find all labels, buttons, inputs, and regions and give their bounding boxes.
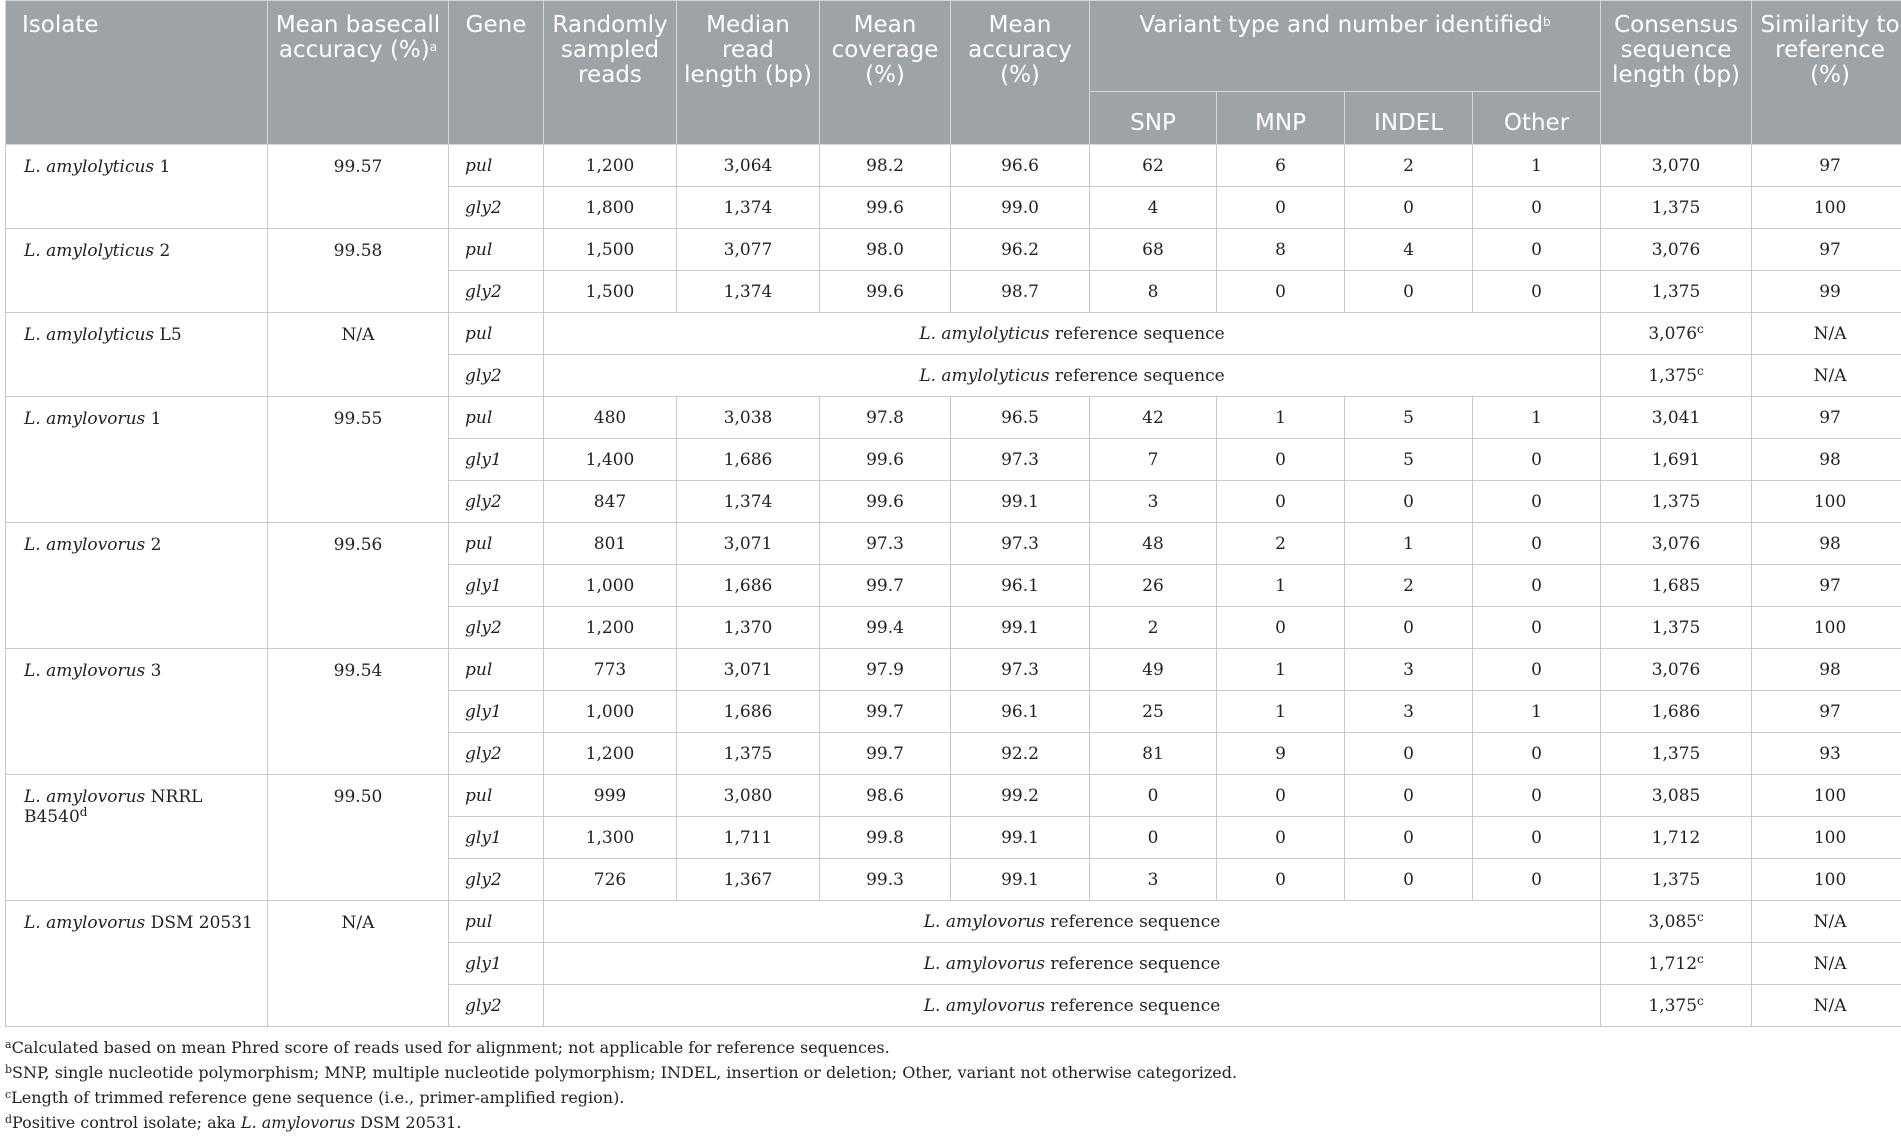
accuracy-cell: 97.3 <box>951 649 1090 691</box>
table-row <box>6 523 1901 565</box>
footnote-c: $^c$Length of trimmed reference gene sequence (i.e., primer-amplified region). <box>5 1088 625 1107</box>
indel-cell: 1 <box>1345 523 1473 565</box>
header-variant-group: Variant type and number identified$^b$ <box>1090 1 1601 92</box>
coverage-cell: 97.8 <box>820 397 951 439</box>
similarity-cell: 100 <box>1752 187 1901 229</box>
consensus-cell: 1,375 <box>1601 271 1752 313</box>
similarity-cell: N/A <box>1752 313 1901 355</box>
snp-cell: 48 <box>1090 523 1217 565</box>
header-snp: SNP <box>1090 92 1217 145</box>
snp-cell: 2 <box>1090 607 1217 649</box>
median-cell: 1,686 <box>677 439 820 481</box>
other-cell: 0 <box>1473 817 1601 859</box>
other-cell: 0 <box>1473 859 1601 901</box>
similarity-cell: N/A <box>1752 355 1901 397</box>
gene-cell: pul <box>449 649 544 691</box>
median-cell: 1,374 <box>677 187 820 229</box>
consensus-cell: 3,085 <box>1601 775 1752 817</box>
consensus-cell: 1,712 <box>1601 817 1752 859</box>
reads-cell: 1,500 <box>544 271 677 313</box>
similarity-cell: 97 <box>1752 397 1901 439</box>
snp-cell: 3 <box>1090 859 1217 901</box>
reads-cell: 847 <box>544 481 677 523</box>
reads-cell: 1,500 <box>544 229 677 271</box>
accuracy-cell: 96.6 <box>951 145 1090 187</box>
gene-cell: gly2 <box>449 859 544 901</box>
median-cell: 1,686 <box>677 691 820 733</box>
other-cell: 0 <box>1473 187 1601 229</box>
other-cell: 0 <box>1473 481 1601 523</box>
similarity-cell: 99 <box>1752 271 1901 313</box>
coverage-cell: 98.2 <box>820 145 951 187</box>
coverage-cell: 99.4 <box>820 607 951 649</box>
indel-cell: 5 <box>1345 397 1473 439</box>
gene-cell: gly1 <box>449 691 544 733</box>
indel-cell: 0 <box>1345 187 1473 229</box>
snp-cell: 26 <box>1090 565 1217 607</box>
gene-cell: pul <box>449 775 544 817</box>
accuracy-cell: 99.1 <box>951 817 1090 859</box>
reads-cell: 726 <box>544 859 677 901</box>
header-median-read: Median read length (bp) <box>677 1 820 145</box>
similarity-cell: N/A <box>1752 985 1901 1027</box>
consensus-cell: 3,076$^c$ <box>1601 313 1752 355</box>
mnp-cell: 0 <box>1217 481 1345 523</box>
indel-cell: 0 <box>1345 733 1473 775</box>
reads-cell: 1,200 <box>544 733 677 775</box>
consensus-cell: 1,375$^c$ <box>1601 355 1752 397</box>
gene-cell: gly2 <box>449 355 544 397</box>
indel-cell: 0 <box>1345 481 1473 523</box>
accuracy-cell: 96.2 <box>951 229 1090 271</box>
median-cell: 1,374 <box>677 271 820 313</box>
median-cell: 3,077 <box>677 229 820 271</box>
snp-cell: 0 <box>1090 775 1217 817</box>
reference-sequence-cell: L. amylovorus reference sequence <box>544 901 1601 943</box>
table-row <box>6 397 1901 439</box>
mnp-cell: 0 <box>1217 439 1345 481</box>
table-header <box>6 1 1901 145</box>
coverage-cell: 97.3 <box>820 523 951 565</box>
indel-cell: 2 <box>1345 565 1473 607</box>
mnp-cell: 0 <box>1217 817 1345 859</box>
consensus-cell: 1,685 <box>1601 565 1752 607</box>
isolate-cell: L. amylovorus 3 <box>6 649 268 775</box>
coverage-cell: 98.6 <box>820 775 951 817</box>
coverage-cell: 99.3 <box>820 859 951 901</box>
consensus-cell: 1,375 <box>1601 481 1752 523</box>
header-indel: INDEL <box>1345 92 1473 145</box>
indel-cell: 3 <box>1345 691 1473 733</box>
similarity-cell: N/A <box>1752 901 1901 943</box>
similarity-cell: 98 <box>1752 439 1901 481</box>
median-cell: 1,711 <box>677 817 820 859</box>
gene-cell: gly2 <box>449 985 544 1027</box>
other-cell: 1 <box>1473 691 1601 733</box>
similarity-cell: 93 <box>1752 733 1901 775</box>
median-cell: 1,686 <box>677 565 820 607</box>
gene-cell: gly1 <box>449 817 544 859</box>
mnp-cell: 1 <box>1217 649 1345 691</box>
gene-cell: gly2 <box>449 481 544 523</box>
other-cell: 1 <box>1473 145 1601 187</box>
reads-cell: 1,300 <box>544 817 677 859</box>
basecall-accuracy-cell: N/A <box>268 901 449 1027</box>
coverage-cell: 99.6 <box>820 271 951 313</box>
basecall-accuracy-cell: 99.55 <box>268 397 449 523</box>
mnp-cell: 0 <box>1217 859 1345 901</box>
similarity-cell: 100 <box>1752 607 1901 649</box>
accuracy-cell: 99.1 <box>951 607 1090 649</box>
mnp-cell: 0 <box>1217 271 1345 313</box>
header-mnp: MNP <box>1217 92 1345 145</box>
mnp-cell: 1 <box>1217 397 1345 439</box>
mnp-cell: 0 <box>1217 607 1345 649</box>
basecall-accuracy-cell: N/A <box>268 313 449 397</box>
isolate-cell: L. amylovorus DSM 20531 <box>6 901 268 1027</box>
similarity-cell: 97 <box>1752 229 1901 271</box>
coverage-cell: 97.9 <box>820 649 951 691</box>
median-cell: 3,080 <box>677 775 820 817</box>
header-mean-coverage: Mean coverage (%) <box>820 1 951 145</box>
header-mean-accuracy: Mean accuracy (%) <box>951 1 1090 145</box>
reads-cell: 999 <box>544 775 677 817</box>
reads-cell: 1,000 <box>544 565 677 607</box>
reads-cell: 773 <box>544 649 677 691</box>
consensus-cell: 3,076 <box>1601 649 1752 691</box>
other-cell: 0 <box>1473 439 1601 481</box>
snp-cell: 25 <box>1090 691 1217 733</box>
similarity-cell: 98 <box>1752 649 1901 691</box>
mnp-cell: 1 <box>1217 565 1345 607</box>
basecall-accuracy-cell: 99.58 <box>268 229 449 313</box>
consensus-cell: 1,686 <box>1601 691 1752 733</box>
coverage-cell: 99.6 <box>820 187 951 229</box>
mnp-cell: 0 <box>1217 775 1345 817</box>
reads-cell: 1,200 <box>544 145 677 187</box>
accuracy-cell: 97.3 <box>951 439 1090 481</box>
results-table <box>5 0 1901 1027</box>
similarity-cell: 100 <box>1752 481 1901 523</box>
gene-cell: pul <box>449 145 544 187</box>
gene-cell: gly1 <box>449 565 544 607</box>
reads-cell: 1,400 <box>544 439 677 481</box>
header-consensus: Consensus sequence length (bp) <box>1601 1 1752 145</box>
consensus-cell: 3,076 <box>1601 229 1752 271</box>
other-cell: 0 <box>1473 775 1601 817</box>
reads-cell: 1,000 <box>544 691 677 733</box>
snp-cell: 68 <box>1090 229 1217 271</box>
median-cell: 3,071 <box>677 523 820 565</box>
other-cell: 0 <box>1473 229 1601 271</box>
header-randomly-sampled: Randomly sampled reads <box>544 1 677 145</box>
basecall-accuracy-cell: 99.57 <box>268 145 449 229</box>
consensus-cell: 1,375$^c$ <box>1601 985 1752 1027</box>
header-gene: Gene <box>449 1 544 145</box>
accuracy-cell: 98.7 <box>951 271 1090 313</box>
similarity-cell: 100 <box>1752 817 1901 859</box>
table-page <box>5 0 1900 1135</box>
median-cell: 1,370 <box>677 607 820 649</box>
median-cell: 3,064 <box>677 145 820 187</box>
mnp-cell: 8 <box>1217 229 1345 271</box>
indel-cell: 0 <box>1345 817 1473 859</box>
accuracy-cell: 97.3 <box>951 523 1090 565</box>
similarity-cell: 97 <box>1752 565 1901 607</box>
coverage-cell: 99.7 <box>820 691 951 733</box>
consensus-cell: 1,712$^c$ <box>1601 943 1752 985</box>
table-row <box>6 313 1901 355</box>
snp-cell: 0 <box>1090 817 1217 859</box>
mnp-cell: 1 <box>1217 691 1345 733</box>
table-row <box>6 775 1901 817</box>
accuracy-cell: 96.1 <box>951 565 1090 607</box>
consensus-cell: 3,041 <box>1601 397 1752 439</box>
consensus-cell: 3,085$^c$ <box>1601 901 1752 943</box>
isolate-cell: L. amylovorus 2 <box>6 523 268 649</box>
table-row <box>6 649 1901 691</box>
gene-cell: gly2 <box>449 733 544 775</box>
similarity-cell: 100 <box>1752 775 1901 817</box>
median-cell: 1,374 <box>677 481 820 523</box>
gene-cell: pul <box>449 397 544 439</box>
similarity-cell: 97 <box>1752 691 1901 733</box>
consensus-cell: 3,070 <box>1601 145 1752 187</box>
isolate-cell: L. amylolyticus L5 <box>6 313 268 397</box>
isolate-cell: L. amylolyticus 1 <box>6 145 268 229</box>
similarity-cell: 98 <box>1752 523 1901 565</box>
similarity-cell: N/A <box>1752 943 1901 985</box>
other-cell: 0 <box>1473 649 1601 691</box>
snp-cell: 7 <box>1090 439 1217 481</box>
snp-cell: 42 <box>1090 397 1217 439</box>
table-row <box>6 229 1901 271</box>
indel-cell: 0 <box>1345 859 1473 901</box>
gene-cell: gly2 <box>449 607 544 649</box>
median-cell: 3,038 <box>677 397 820 439</box>
accuracy-cell: 99.2 <box>951 775 1090 817</box>
mnp-cell: 9 <box>1217 733 1345 775</box>
coverage-cell: 99.7 <box>820 565 951 607</box>
consensus-cell: 1,375 <box>1601 187 1752 229</box>
reads-cell: 801 <box>544 523 677 565</box>
accuracy-cell: 99.0 <box>951 187 1090 229</box>
snp-cell: 4 <box>1090 187 1217 229</box>
other-cell: 0 <box>1473 733 1601 775</box>
reads-cell: 1,200 <box>544 607 677 649</box>
gene-cell: gly1 <box>449 439 544 481</box>
snp-cell: 49 <box>1090 649 1217 691</box>
indel-cell: 0 <box>1345 271 1473 313</box>
gene-cell: pul <box>449 523 544 565</box>
coverage-cell: 99.8 <box>820 817 951 859</box>
coverage-cell: 99.6 <box>820 439 951 481</box>
gene-cell: pul <box>449 313 544 355</box>
snp-cell: 81 <box>1090 733 1217 775</box>
coverage-cell: 98.0 <box>820 229 951 271</box>
coverage-cell: 99.7 <box>820 733 951 775</box>
other-cell: 0 <box>1473 607 1601 649</box>
header-similarity: Similarity to reference (%) <box>1752 1 1901 145</box>
snp-cell: 3 <box>1090 481 1217 523</box>
header-mean-basecall: Mean basecall accuracy (%)$^a$ <box>268 1 449 145</box>
isolate-cell: L. amylovorus NRRL B4540$^d$ <box>6 775 268 901</box>
mnp-cell: 6 <box>1217 145 1345 187</box>
indel-cell: 3 <box>1345 649 1473 691</box>
header-isolate: Isolate <box>6 1 268 145</box>
consensus-cell: 1,691 <box>1601 439 1752 481</box>
reference-sequence-cell: L. amylovorus reference sequence <box>544 943 1601 985</box>
gene-cell: pul <box>449 229 544 271</box>
basecall-accuracy-cell: 99.54 <box>268 649 449 775</box>
reference-sequence-cell: L. amylolyticus reference sequence <box>544 313 1601 355</box>
snp-cell: 8 <box>1090 271 1217 313</box>
gene-cell: gly2 <box>449 187 544 229</box>
footnote-b: $^b$SNP, single nucleotide polymorphism; MNP, multiple nucleotide polymorphism; INDEL, insertion or deletion; Other, variant not otherwise categorized. <box>5 1063 1238 1082</box>
other-cell: 0 <box>1473 565 1601 607</box>
footnote-d: $^d$Positive control isolate; aka L. amylovorus DSM 20531. <box>5 1113 462 1132</box>
reference-sequence-cell: L. amylolyticus reference sequence <box>544 355 1601 397</box>
accuracy-cell: 96.5 <box>951 397 1090 439</box>
similarity-cell: 97 <box>1752 145 1901 187</box>
table-row <box>6 901 1901 943</box>
indel-cell: 0 <box>1345 607 1473 649</box>
reference-sequence-cell: L. amylovorus reference sequence <box>544 985 1601 1027</box>
other-cell: 0 <box>1473 523 1601 565</box>
gene-cell: pul <box>449 901 544 943</box>
gene-cell: gly1 <box>449 943 544 985</box>
indel-cell: 0 <box>1345 775 1473 817</box>
median-cell: 1,375 <box>677 733 820 775</box>
gene-cell: gly2 <box>449 271 544 313</box>
header-other: Other <box>1473 92 1601 145</box>
other-cell: 1 <box>1473 397 1601 439</box>
mnp-cell: 0 <box>1217 187 1345 229</box>
isolate-cell: L. amylovorus 1 <box>6 397 268 523</box>
indel-cell: 2 <box>1345 145 1473 187</box>
similarity-cell: 100 <box>1752 859 1901 901</box>
basecall-accuracy-cell: 99.56 <box>268 523 449 649</box>
consensus-cell: 3,076 <box>1601 523 1752 565</box>
accuracy-cell: 96.1 <box>951 691 1090 733</box>
coverage-cell: 99.6 <box>820 481 951 523</box>
footnotes <box>5 1035 1896 1135</box>
indel-cell: 4 <box>1345 229 1473 271</box>
reads-cell: 1,800 <box>544 187 677 229</box>
mnp-cell: 2 <box>1217 523 1345 565</box>
accuracy-cell: 99.1 <box>951 859 1090 901</box>
consensus-cell: 1,375 <box>1601 859 1752 901</box>
consensus-cell: 1,375 <box>1601 607 1752 649</box>
table-body <box>6 145 1901 1027</box>
indel-cell: 5 <box>1345 439 1473 481</box>
reads-cell: 480 <box>544 397 677 439</box>
table-row <box>6 145 1901 187</box>
median-cell: 1,367 <box>677 859 820 901</box>
median-cell: 3,071 <box>677 649 820 691</box>
basecall-accuracy-cell: 99.50 <box>268 775 449 901</box>
snp-cell: 62 <box>1090 145 1217 187</box>
other-cell: 0 <box>1473 271 1601 313</box>
accuracy-cell: 92.2 <box>951 733 1090 775</box>
consensus-cell: 1,375 <box>1601 733 1752 775</box>
accuracy-cell: 99.1 <box>951 481 1090 523</box>
footnote-a: $^a$Calculated based on mean Phred score of reads used for alignment; not applicable for reference sequences. <box>5 1038 890 1057</box>
isolate-cell: L. amylolyticus 2 <box>6 229 268 313</box>
